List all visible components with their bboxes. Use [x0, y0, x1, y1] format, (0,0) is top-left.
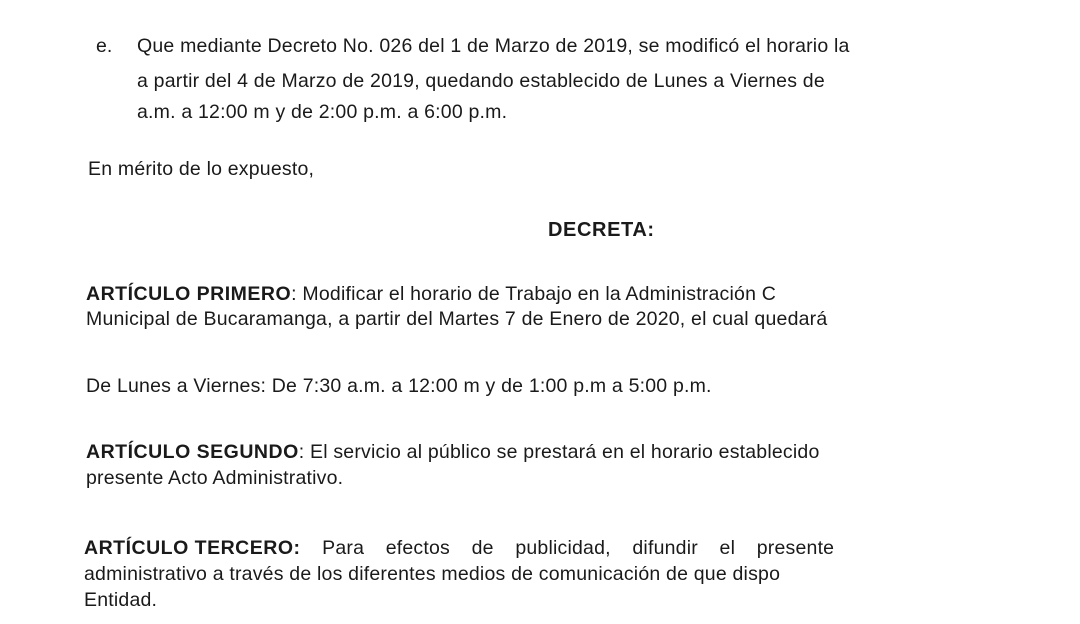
articulo-segundo-text: : El servicio al público se prestará en el horario establecido: [298, 441, 820, 463]
horario-text: De Lunes a Viernes: De 7:30 a.m. a 12:00 m y de 1:00 p.m a 5:00 p.m.: [86, 375, 712, 397]
articulo-tercero-line-3: Entidad.: [84, 589, 158, 611]
intro-text: En mérito de lo expuesto,: [88, 158, 315, 180]
articulo-primero-text: : Modificar el horario de Trabajo en la Administración C: [291, 283, 777, 305]
articulo-tercero-heading: ARTÍCULO TERCERO:: [84, 537, 301, 559]
item-e-line-1: Que mediante Decreto No. 026 del 1 de Marzo de 2019, se modificó el horario la: [137, 35, 850, 57]
articulo-segundo-line-2: presente Acto Administrativo.: [86, 467, 344, 489]
articulo-segundo-line-1: [86, 440, 820, 464]
item-e-line-2: a partir del 4 de Marzo de 2019, quedando establecido de Lunes a Viernes de: [137, 70, 825, 92]
decreta-heading: DECRETA:: [548, 219, 655, 241]
articulo-segundo-heading: ARTÍCULO SEGUNDO: [86, 441, 299, 463]
articulo-tercero-text: Para efectos de publicidad, difundir el presente: [300, 537, 835, 559]
list-marker: e.: [96, 35, 113, 57]
articulo-primero-line-2: Municipal de Bucaramanga, a partir del Martes 7 de Enero de 2020, el cual quedará: [86, 308, 828, 330]
articulo-primero-heading: ARTÍCULO PRIMERO: [86, 283, 292, 305]
articulo-tercero-line-2: administrativo a través de los diferentes medios de comunicación de que dispo: [84, 563, 781, 585]
item-e-line-3: a.m. a 12:00 m y de 2:00 p.m. a 6:00 p.m.: [137, 101, 508, 123]
articulo-primero-line-1: [86, 282, 776, 306]
articulo-tercero-line-1: [84, 536, 834, 560]
